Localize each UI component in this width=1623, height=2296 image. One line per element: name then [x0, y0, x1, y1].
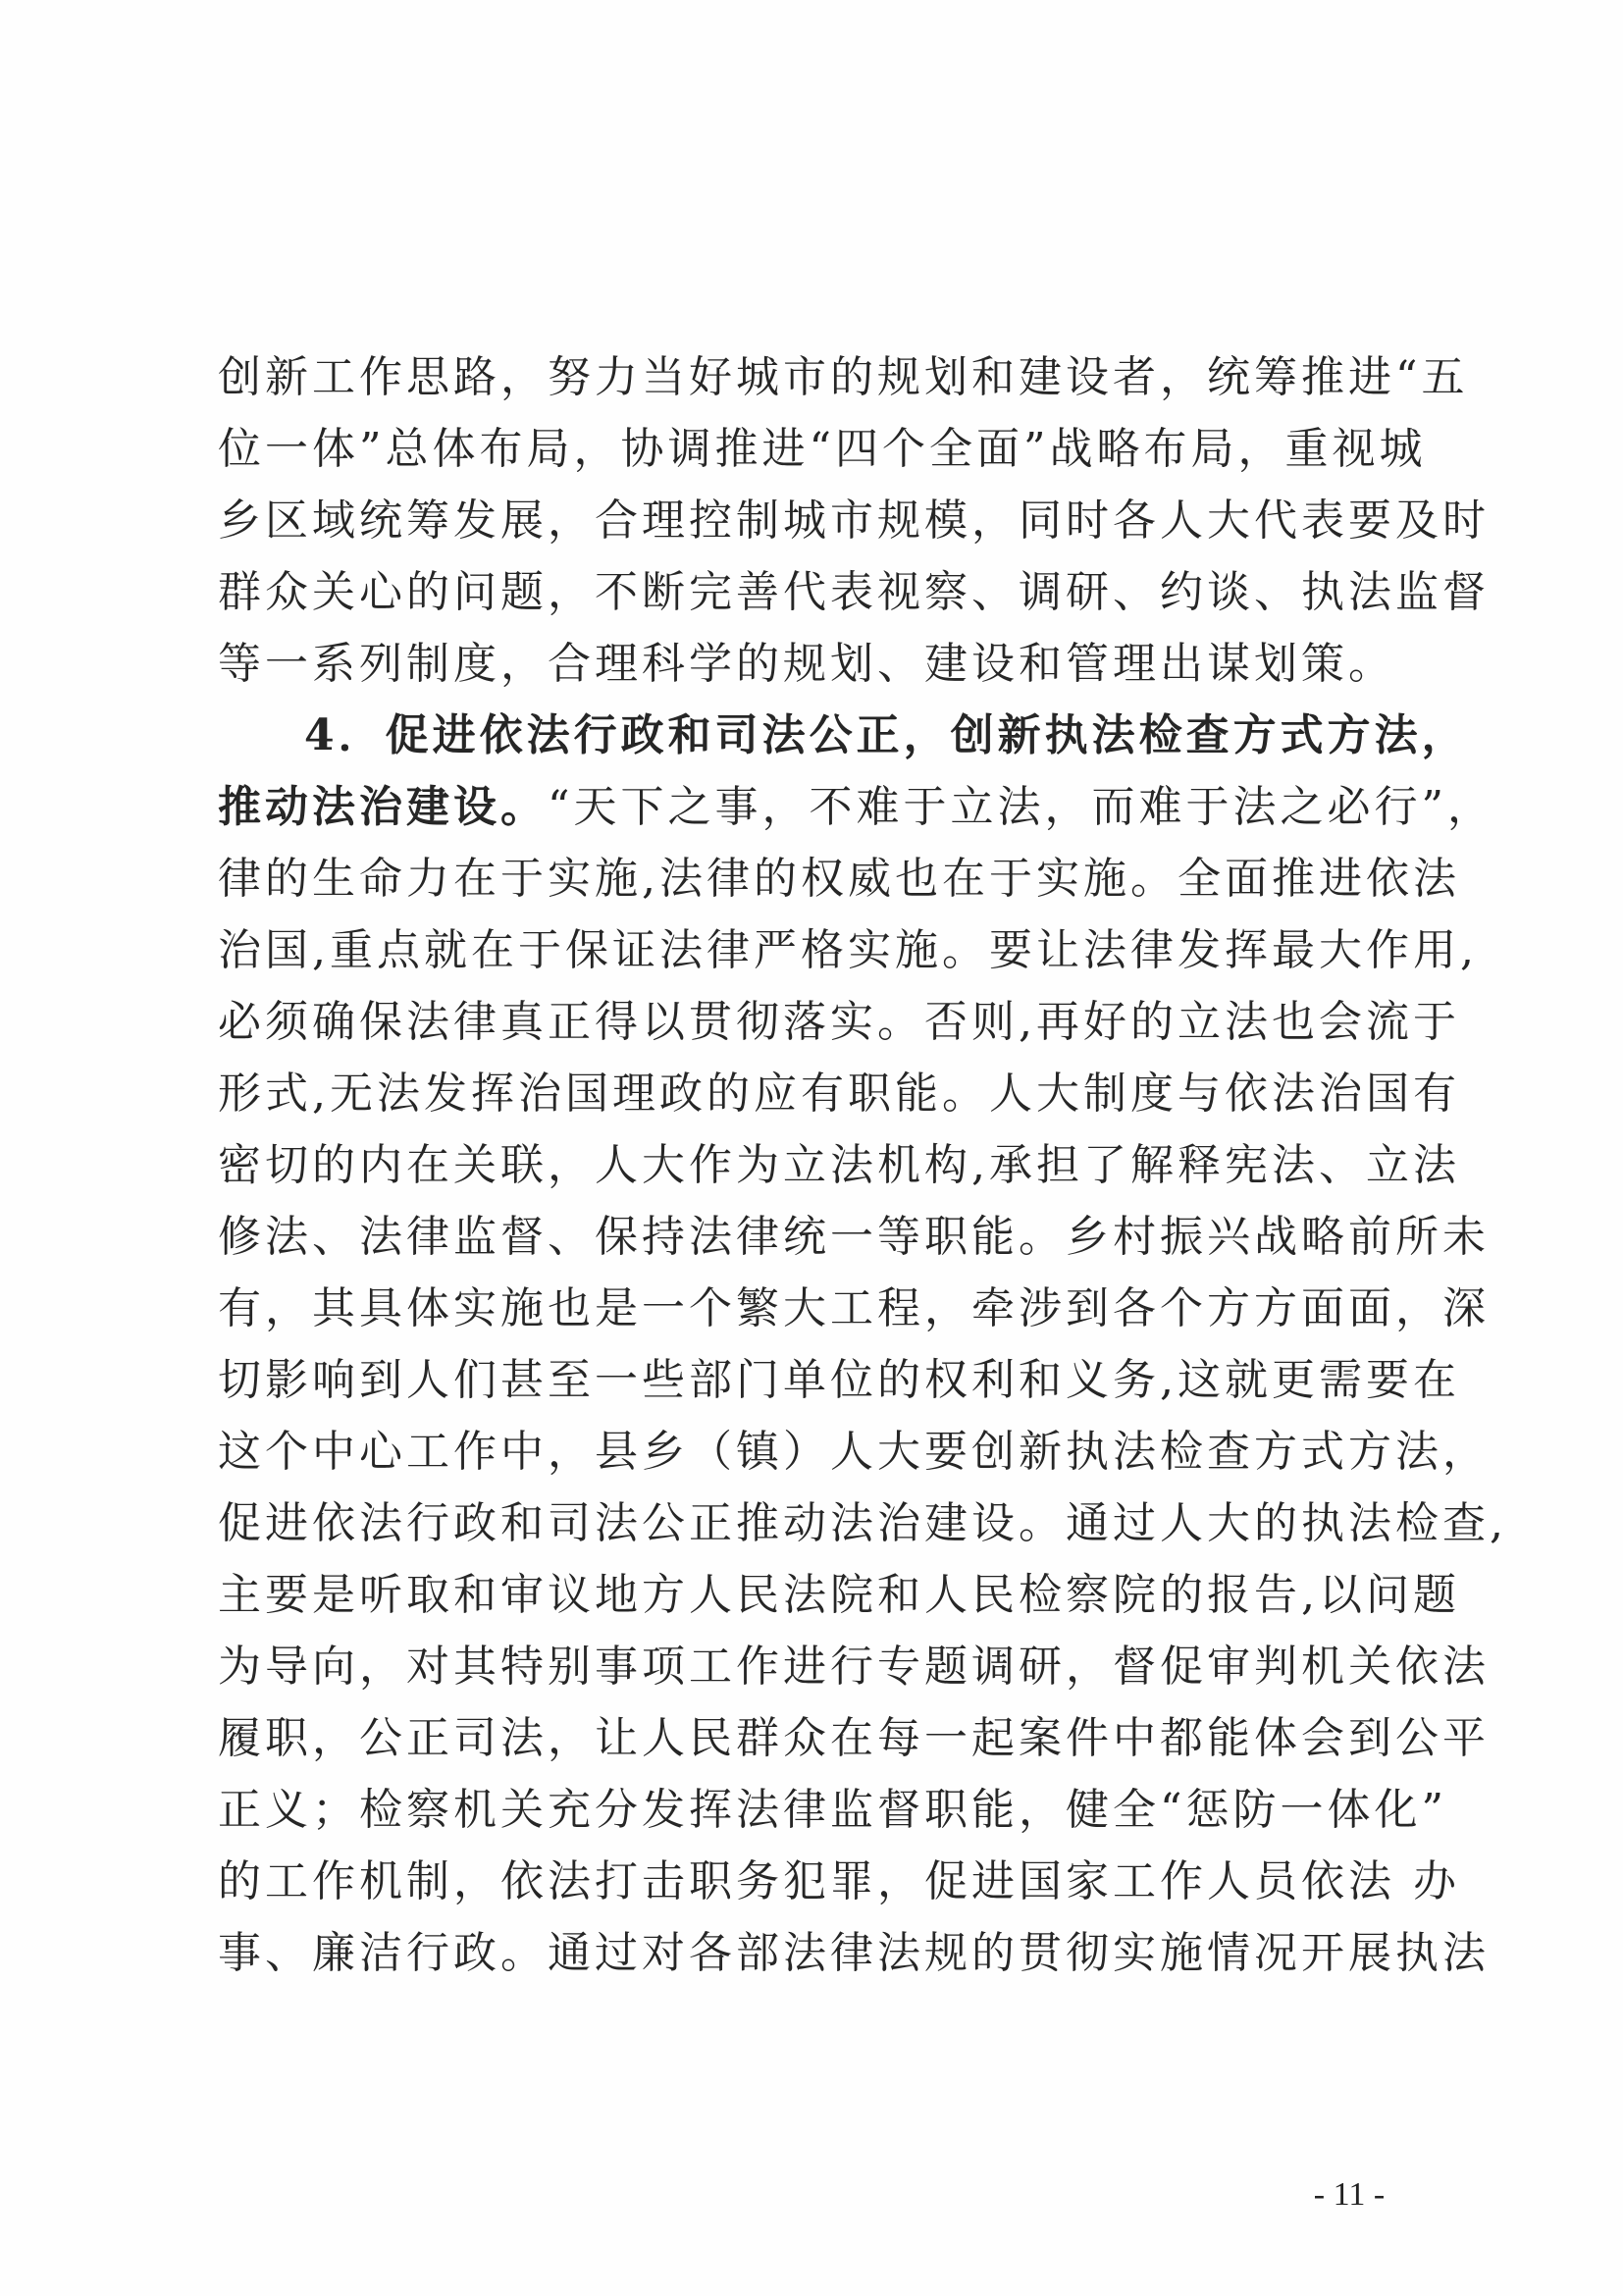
text-line: 促进依法行政和司法公正推动法治建设。通过人大的执法检查,: [218, 1498, 1507, 1548]
text-line: 律的生命力在于实施,法律的权威也在于实施。全面推进依法: [218, 854, 1460, 904]
section-heading-continuation: [218, 771, 1494, 843]
text-line: 群众关心的问题，不断完善代表视察、调研、约谈、执法监督: [218, 567, 1490, 617]
text-line: 正义；检察机关充分发挥法律监督职能，健全“惩防一体化”: [218, 1785, 1447, 1835]
page-number: - 11 -: [1313, 2176, 1386, 2213]
section-heading: 4．促进依法行政和司法公正，创新执法检查方式方法，: [304, 710, 1469, 760]
text-line: 形式,无法发挥治国理政的应有职能。人大制度与依法治国有: [218, 1069, 1460, 1119]
text-line: 乡区域统筹发展，合理控制城市规模，同时各人大代表要及时: [218, 496, 1490, 546]
text-line: 有，其具体实施也是一个繁大工程，牵涉到各个方方面面，深: [218, 1283, 1490, 1333]
text-line: 等一系列制度，合理科学的规划、建设和管理出谋划策。: [218, 639, 1395, 689]
text-line: 治国,重点就在于保证法律严格实施。要让法律发挥最大作用,: [218, 925, 1478, 975]
text-line: 创新工作思路，努力当好城市的规划和建设者，统筹推进“五: [218, 352, 1469, 402]
text-line: 的工作机制，依法打击职务犯罪，促进国家工作人员依法 办: [218, 1856, 1460, 1906]
text-line: 位一体”总体布局，协调推进“四个全面”战略布局，重视城: [218, 424, 1427, 474]
text-line: 事、廉洁行政。通过对各部法律法规的贯彻实施情况开展执法: [218, 1928, 1490, 1978]
text-line: 必须确保法律真正得以贯彻落实。否则,再好的立法也会流于: [218, 997, 1460, 1047]
text-line: 为导向，对其特别事项工作进行专题调研，督促审判机关依法: [218, 1642, 1490, 1692]
body-text: [218, 341, 1507, 1989]
text-line: 切影响到人们甚至一些部门单位的权利和义务,这就更需要在: [218, 1355, 1460, 1405]
text-line: 这个中心工作中，县乡（镇）人大要创新执法检查方式方法，: [218, 1427, 1490, 1477]
quote-text: “天下之事，不难于立法，而难于法之必行”，: [548, 782, 1494, 832]
text-line: 主要是听取和审议地方人民法院和人民检察院的报告,以问题: [218, 1570, 1460, 1620]
text-line: 密切的内在关联，人大作为立法机构,承担了解释宪法、立法: [218, 1140, 1460, 1190]
section-heading-tail: 推动法治建设。: [218, 782, 548, 832]
text-line: 履职，公正司法，让人民群众在每一起案件中都能体会到公平: [218, 1713, 1490, 1763]
text-line: 修法、法律监督、保持法律统一等职能。乡村振兴战略前所未: [218, 1212, 1490, 1262]
